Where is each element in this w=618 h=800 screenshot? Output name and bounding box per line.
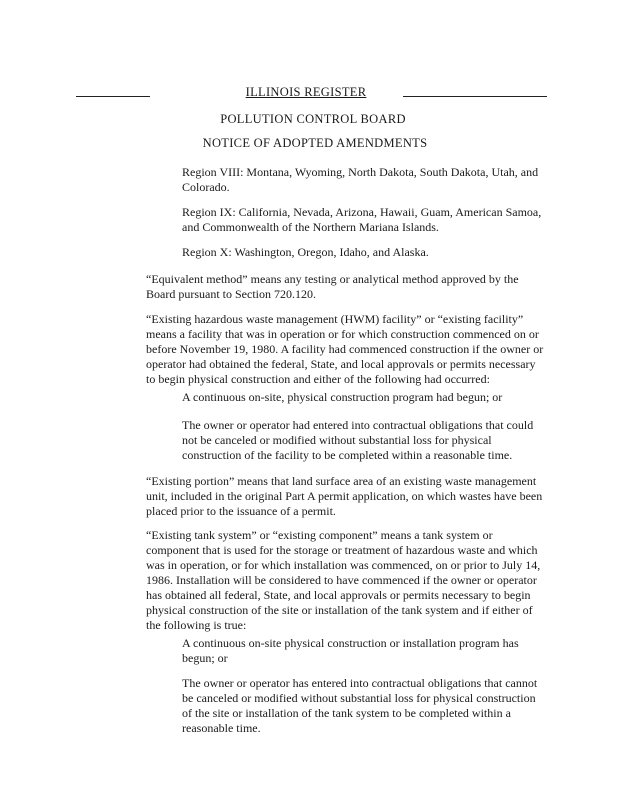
register-title: ILLINOIS REGISTER xyxy=(245,85,367,99)
region-viii-paragraph: Region VIII: Montana, Wyoming, North Dakota, South Dakota, Utah, and Colorado. xyxy=(182,165,539,194)
continuous-installation-clause: A continuous on-site physical construction or installation program has begun; or xyxy=(182,636,519,665)
continuous-construction-clause: A continuous on-site, physical construction program had begun; or xyxy=(182,390,503,404)
existing-hwm-facility-definition: “Existing hazardous waste management (HWM) facility” or “existing facility” means a facility that was in operation or for which construction commenced on or before November 19, 1980. A facility had commenced construction if the owner or operator had obtained the federal, State, and local approvals or permits necessary to begin physical construction and either of the following had occurred: xyxy=(146,312,544,386)
existing-tank-system-definition: “Existing tank system” or “existing component” means a tank system or component that is used for the storage or treatment of hazardous waste and which was in operation, or for which installation was commenced, on or prior to July 14, 1986. Installation will be considered to have commenced if the owner or operator has obtained all federal, State, and local approvals or permits necessary to begin physical construction of the site or installation of the tank system and if either of the following is true: xyxy=(146,528,541,632)
contractual-obligations-clause: The owner or operator had entered into contractual obligations that could not be canceled or modified without substantial loss for physical construction of the facility to be completed within a reasonable time. xyxy=(182,418,534,462)
region-x-paragraph: Region X: Washington, Oregon, Idaho, and Alaska. xyxy=(182,245,429,259)
region-ix-paragraph: Region IX: California, Nevada, Arizona, Hawaii, Guam, American Samoa, and Commonwealth of the Northern Mariana Islands. xyxy=(182,205,542,234)
existing-portion-definition: “Existing portion” means that land surface area of an existing waste management unit, included in the original Part A permit application, on which wastes have been placed prior to the issuance of a permit. xyxy=(146,474,543,518)
equivalent-method-definition: “Equivalent method” means any testing or analytical method approved by the Board pursuant to Section 720.120. xyxy=(146,272,519,301)
board-title: POLLUTION CONTROL BOARD xyxy=(220,112,406,126)
tank-contractual-obligations-clause: The owner or operator has entered into contractual obligations that cannot be canceled or modified without substantial loss for physical construction of the site or installation of the tank system to be completed within a reasonable time. xyxy=(182,676,538,735)
notice-title: NOTICE OF ADOPTED AMENDMENTS xyxy=(202,136,428,150)
